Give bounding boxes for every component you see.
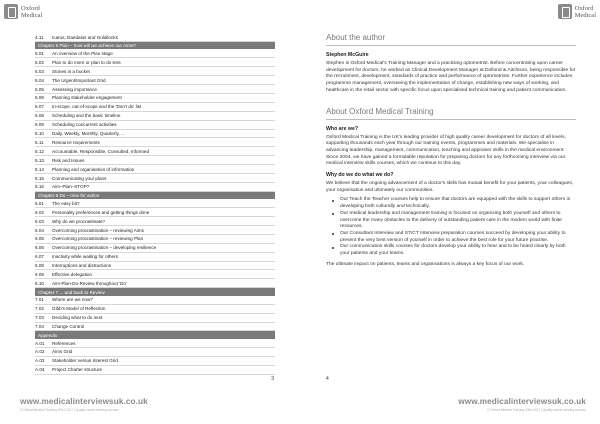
oxford-medical-logo <box>4 4 42 19</box>
toc-entry-number: 6.07 <box>35 254 44 260</box>
toc-entry-number: 7.01 <box>35 297 44 303</box>
who-are-we-text: Oxford Medical Training is the UK's leading provider of high quality career development for doctors of all levels, supporting thousands each year through our training events, programmes and materials. We specialise in advancing leadership, management, communication, teaching and appraiser skills in the medical environment. Since 2004, we have gained a formidable reputation for preparing doctors for any forthcoming interview via our medical interview skills courses, which we continue to this day. <box>326 134 566 167</box>
author-bio: Stephen is Oxford Medical's Training Manager and a practising optometrist. Before concentrating upon career development for doctors, he worked as Clinical Development Manager at Dollond & Aitchison, being responsible for the recruitment, development, standards of practice and performance of optometrists. Further experience includes programme management, overseeing the implementation of change, establishing new ways of working, and healthcare in the retail sector with specific focus upon specialised technical training and patient communication. <box>326 61 576 93</box>
toc-entry[interactable] <box>35 121 275 130</box>
toc-entry-number: 5.01 <box>35 51 44 57</box>
page-number: 4 <box>326 376 329 382</box>
right-page <box>300 0 600 424</box>
toc-entry-number: 6.02 <box>35 209 44 215</box>
toc-entry[interactable] <box>35 348 275 357</box>
toc-chapter-heading: Chapter 7 ... and back to Review <box>35 288 275 296</box>
toc-entry[interactable] <box>35 262 275 271</box>
toc-entry-title: Inactivity while waiting for others <box>52 254 118 260</box>
toc-entry-number: 4.11 <box>35 34 44 40</box>
toc-entry-title: Overcoming procrastination – reviewing Plan <box>52 236 144 242</box>
toc-entry[interactable] <box>35 156 275 165</box>
toc-entry-number: 5.03 <box>35 68 44 74</box>
footer-url[interactable]: www.medicalinterviewsuk.co.uk <box>458 397 586 406</box>
toc-entry-number: 6.04 <box>35 227 44 233</box>
toc-entry[interactable] <box>35 339 275 348</box>
toc-entry[interactable] <box>35 199 275 208</box>
toc-entry[interactable] <box>35 130 275 139</box>
toc-entry-title: Planning and organisation of information <box>52 166 135 172</box>
toc-entry-number: 5.10 <box>35 131 44 137</box>
toc-entry-title: Stakeholder versus Interest Grid <box>52 358 118 364</box>
toc-entry[interactable] <box>35 183 275 192</box>
toc-entry-title: Interruptions and distractions <box>52 263 111 269</box>
logo-mark-icon <box>4 4 18 19</box>
page-number: 3 <box>271 376 274 382</box>
why-heading: Why do we do what we do? <box>326 172 394 179</box>
toc-entry-title: Why do we procrastinate? <box>52 218 106 224</box>
toc-entry-number: 5.09 <box>35 122 44 128</box>
toc-entry-number: 5.12 <box>35 148 44 154</box>
toc-entry[interactable] <box>35 217 275 226</box>
toc-entry[interactable] <box>35 270 275 279</box>
toc-entry[interactable] <box>35 296 275 305</box>
logo-line-2: Medical <box>21 11 43 19</box>
toc-entry-number: 5.16 <box>35 184 44 190</box>
toc-entry-number: 6.06 <box>35 245 44 251</box>
toc-entry-number: 5.14 <box>35 166 44 172</box>
toc-entry-number: 5.02 <box>35 59 44 65</box>
toc-chapter-heading: Chapter 5 Plan – how will we achieve our Aims? <box>35 42 275 50</box>
toc-entry-title: Daily, Weekly, Monthly, Quarterly, ... <box>52 131 125 137</box>
logo-text <box>575 5 596 19</box>
toc-entry-number: 5.08 <box>35 113 44 119</box>
toc-entry-number: 6.01 <box>35 200 44 206</box>
toc-entry-title: The easy bit? <box>52 200 80 206</box>
toc-entry[interactable] <box>35 165 275 174</box>
footer-url[interactable]: www.medicalinterviewsuk.co.uk <box>20 397 148 406</box>
toc-entry[interactable] <box>35 67 275 76</box>
toc-entry-number: A.02 <box>35 349 45 355</box>
toc-entry-title: Communicating your plans <box>52 175 107 181</box>
toc-entry[interactable] <box>35 94 275 103</box>
toc-entry-number: 6.09 <box>35 272 44 277</box>
toc-entry-number: A.03 <box>35 358 45 364</box>
toc-entry[interactable] <box>35 33 275 42</box>
toc-entry-title: Where are we now? <box>52 297 93 303</box>
toc-entry-number: 7.04 <box>35 324 44 330</box>
toc-entry-number: 6.03 <box>35 218 44 224</box>
page-footer <box>320 397 586 412</box>
logo-line-1: Oxford <box>574 4 594 12</box>
toc-entry-title: In-scope, out-of-scope and the 'Don't do' list <box>52 104 142 110</box>
toc-entry-title: Assessing importance <box>52 86 97 92</box>
toc-entry[interactable] <box>35 323 275 332</box>
toc-entry[interactable] <box>35 174 275 183</box>
toc-entry[interactable] <box>35 49 275 58</box>
toc-entry-title: Accountable, Responsible, Consulted, Informed <box>52 148 150 154</box>
closing-text: The ultimate impact on patients, teams and organisations is always a key focus of our work. <box>326 261 525 267</box>
toc-entry[interactable] <box>35 357 275 366</box>
toc-chapter-heading: Chapter 6 Do – time for action <box>35 192 275 200</box>
toc-entry[interactable] <box>35 103 275 112</box>
table-of-contents <box>35 33 275 375</box>
bullet-item: Our medical leadership and management training is focused on organising both yourself and others to overcome the many obstacles to the delivery of outstanding patient care in the modern world with finite resources. <box>326 211 576 231</box>
toc-entry-title: Deciding what to do next <box>52 315 103 321</box>
toc-entry[interactable] <box>35 112 275 121</box>
toc-entry-title: Aims Grid <box>52 349 73 355</box>
toc-entry-title: References <box>52 340 76 346</box>
toc-entry-title: Resource requirements <box>52 139 100 145</box>
toc-entry[interactable] <box>35 253 275 262</box>
toc-entry[interactable] <box>35 366 275 375</box>
toc-entry-number: A.04 <box>35 367 45 373</box>
toc-entry[interactable] <box>35 208 275 217</box>
toc-entry-number: 6.05 <box>35 236 44 242</box>
logo-line-1: Oxford <box>21 4 40 12</box>
about-training-heading: About Oxford Medical Training <box>326 107 576 120</box>
toc-entry-title: Change Control <box>52 324 85 330</box>
toc-entry-number: A.01 <box>35 340 45 346</box>
toc-entry-title: Risk and Issues <box>52 157 85 163</box>
toc-entry-title: Scheduling and the basic timeline <box>52 113 121 119</box>
toc-entry[interactable] <box>35 138 275 147</box>
toc-entry-number: 5.13 <box>35 157 44 163</box>
logo-line-2: Medical <box>574 11 596 19</box>
author-name: Stephen McGuire <box>326 52 369 58</box>
toc-entry[interactable] <box>35 305 275 314</box>
toc-entry-title: Project Charter structure <box>52 367 103 373</box>
toc-entry-title: Aim-Plan-Do-Review throughout 'Do' <box>52 280 127 286</box>
toc-entry-title: Overcoming procrastination – developing resilience <box>52 245 157 251</box>
toc-entry[interactable] <box>35 58 275 67</box>
toc-entry-number: 6.08 <box>35 263 44 269</box>
toc-entry[interactable] <box>35 314 275 323</box>
toc-entry[interactable] <box>35 279 275 288</box>
toc-entry-number: 5.04 <box>35 77 44 83</box>
oxford-medical-logo <box>558 4 596 19</box>
toc-entry-title: Gibb's Model of Reflection <box>52 306 106 312</box>
toc-entry-title: Icarus, Daedalus and Goldilocks <box>52 34 118 40</box>
toc-entry[interactable] <box>35 226 275 235</box>
page-footer <box>20 397 286 412</box>
toc-entry-title: Aim–Plan–STOP? <box>52 184 90 190</box>
toc-entry-title: Scheduling concurrent activities <box>52 122 117 128</box>
logo-text <box>21 5 42 19</box>
toc-entry-title: Stones in a bucket <box>52 68 90 74</box>
toc-entry-number: 7.02 <box>35 306 44 312</box>
right-page-content <box>326 33 576 271</box>
who-are-we-heading: Who are we? <box>326 125 358 132</box>
about-author-heading: About the author <box>326 33 576 46</box>
course-bullet-list <box>326 197 576 257</box>
why-text: We believe that the ongoing advancement of a doctor's skills has mutual benefit for your patients, your colleagues, your organisation and ultimately our communities. <box>326 181 574 193</box>
toc-entry[interactable] <box>35 244 275 253</box>
toc-entry-number: 5.15 <box>35 175 44 181</box>
footer-copyright: © Oxford Medical Training 2004-2017 | Quality career training courses <box>20 408 119 412</box>
toc-entry-title: Plan to do more or plan to do less <box>52 59 121 65</box>
toc-entry[interactable] <box>35 85 275 94</box>
toc-entry-title: Overcoming procrastination – reviewing Aims <box>52 227 144 233</box>
toc-entry-number: 5.07 <box>35 104 44 110</box>
toc-entry-title: Effective delegation <box>52 272 93 277</box>
toc-entry[interactable] <box>35 76 275 85</box>
toc-chapter-heading: Appendix <box>35 331 275 339</box>
toc-entry-title: An overview of the Plan stage <box>52 51 113 57</box>
bullet-item: Our Consultant Interview and ST/CT Interview preparation courses succeed by developing your ability to present the very best version of yourself in order to achieve the best role for your future practise. <box>326 231 576 244</box>
toc-entry-number: 6.10 <box>35 280 44 286</box>
toc-entry-number: 5.05 <box>35 86 44 92</box>
toc-entry-title: Personality preferences and getting things done <box>52 209 150 215</box>
toc-entry-title: The Urgent/Important Grid <box>52 77 106 83</box>
logo-mark-icon <box>558 4 572 19</box>
toc-entry[interactable] <box>35 235 275 244</box>
toc-entry-title: Planning stakeholder engagement <box>52 95 122 101</box>
toc-entry[interactable] <box>35 147 275 156</box>
footer-copyright: © Oxford Medical Training 2004-2017 | Quality career training courses <box>487 408 586 412</box>
bullet-item: Our communication skills courses for doctors develop your ability to hear and to be heard clearly by both your patients and your teams. <box>326 244 576 257</box>
toc-entry-number: 5.06 <box>35 95 44 101</box>
toc-entry-number: 7.03 <box>35 315 44 321</box>
toc-entry-number: 5.11 <box>35 139 44 145</box>
bullet-item: Our Teach the Teacher courses help to ensure that doctors are equipped with the skills to support others in developing both culturally and technically. <box>326 197 576 210</box>
